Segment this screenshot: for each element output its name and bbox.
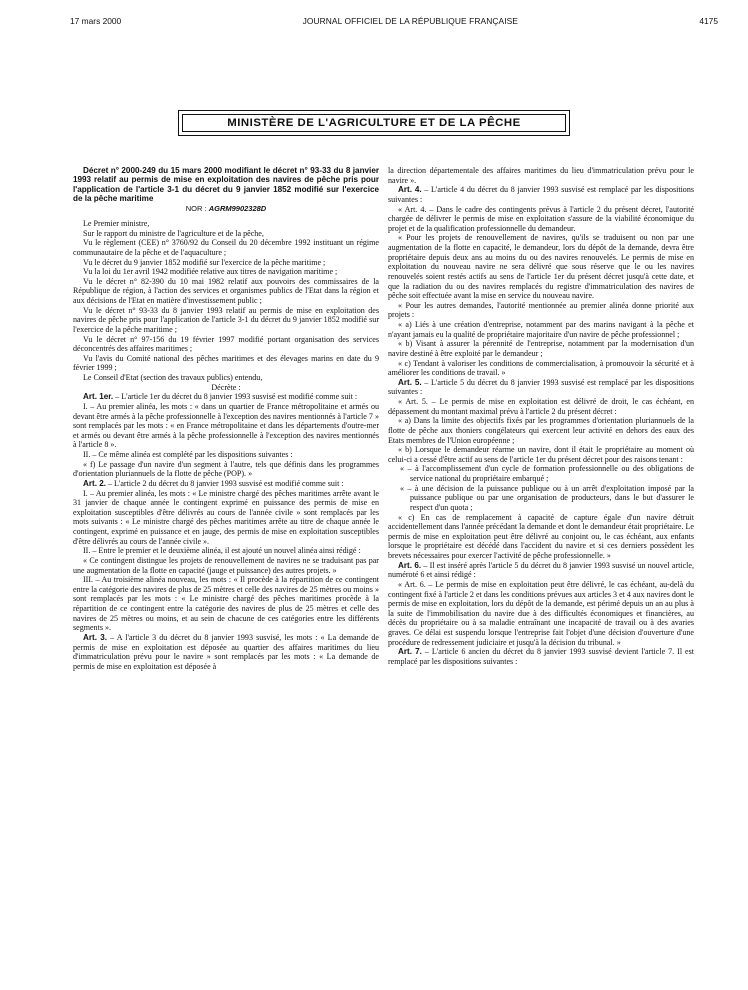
body-paragraph: « c) En cas de remplacement à capacité de capture égale d'un navire détruit accidentellement dans l'année précédant la demande et dont le demandeur était propriétaire. Le permis de mise en exploitation peut être délivré au conjoint ou, le cas échéant, aux enfants lorsque le propriétaire est décédé dans l'accident du navire et si ces derniers possèdent les brevets nécessaires pour exercer l'activité de pêche professionnelle. » xyxy=(388,512,694,560)
article-text: – L'article 2 du décret du 8 janvier 1993 susvisé est modifié comme suit : xyxy=(105,478,344,488)
body-paragraph: « Art. 4. – Dans le cadre des contingents prévus à l'article 2 du présent décret, l'autorité chargée de délivrer le permis de mise en exploitation s'assure de la viabilité économique du projet et de la qualification professionnelle du demandeur. xyxy=(388,204,694,233)
running-header xyxy=(70,14,718,28)
enacting-formula: Décrète : xyxy=(211,382,241,392)
body-paragraph: II. – Ce même alinéa est complété par les dispositions suivantes : xyxy=(83,450,293,460)
article-text: – L'article 6 ancien du décret du 8 janvier 1993 susvisé devient l'article 7. Il est remplacé par les dispositions suivantes : xyxy=(388,647,694,666)
ministry-title: MINISTÈRE DE L'AGRICULTURE ET DE LA PÊCHE xyxy=(227,117,521,129)
body-paragraph: Vu la loi du 1er avril 1942 modifiée relative aux titres de navigation maritime ; xyxy=(83,267,338,277)
body-paragraph: « b) Visant à assurer la pérennité de l'entreprise, notamment par la modernisation d'un navire destiné à être exploité par le demandeur ; xyxy=(388,339,694,358)
header-date: 17 mars 2000 xyxy=(70,16,122,26)
article-paragraph xyxy=(388,378,694,397)
body-paragraph: Vu le décret n° 93-33 du 8 janvier 1993 relatif au permis de mise en exploitation des navires de pêche pris pour l'application de l'article 3-1 du décret du 9 janvier 1852 modifié sur l'exercice de la pêche maritime ; xyxy=(73,305,379,334)
body-paragraph: Sur le rapport du ministre de l'agriculture et de la pêche, xyxy=(83,228,264,238)
body-paragraph: « – à une décision de la puissance publique ou à un arrêt d'exploitation imposé par la puissance publique ou par une organisation de producteurs, dans le but d'assurer le respect d'un quota ; xyxy=(400,483,694,512)
article-number: Art. 3. xyxy=(83,632,108,642)
decree-title: Décret n° 2000-249 du 15 mars 2000 modifiant le décret n° 93-33 du 8 janvier 1993 relatif au permis de mise en exploitation des navires de pêche pris pour l'application de l'article 3-1 du décret du 9 janvier 1852 modifié sur l'exercice de la pêche maritime xyxy=(73,166,379,204)
article-number: Art. 1er. xyxy=(83,392,114,402)
body-paragraph: « b) Lorsque le demandeur réarme un navire, dont il était le propriétaire au moment où celui-ci a cessé d'être actif au sens de l'article 1er du présent décret pour des raisons tenant : xyxy=(388,445,694,464)
body-paragraph: « Art. 6. – Le permis de mise en exploitation peut être délivré, le cas échéant, au-delà du contingent fixé à l'article 2 et dans les conditions prévues aux articles 3 et 4 aux navires dont le permis de mise en exploitation, lors du dépôt de la demande, est périmé depuis un an au plus à la suite de l'immobilisation du navire due à des difficultés économiques et financières, au décès du propriétaire ou à sa maladie entraînant une incapacité de travail ou à des avaries graves. Ce délai est suspendu lorsque l'entreprise fait l'objet d'une décision d'ouverture d'une procédure de redressement judiciaire et jusqu'à la décision du tribunal. » xyxy=(388,579,694,647)
nor-reference xyxy=(73,204,379,213)
article-text: – Il est inséré après l'article 5 du décret du 8 janvier 1993 susvisé un nouvel article, numéroté 6 et ainsi rédigé : xyxy=(388,560,694,580)
body-paragraph: « f) Le passage d'un navire d'un segment à l'autre, tels que définis dans les programmes d'orientation pluriannuels de la flotte de pêche (POP). » xyxy=(73,459,379,479)
nor-code: AGRM9902328D xyxy=(208,203,267,213)
header-page-number: 4175 xyxy=(699,16,718,26)
body-paragraph: Le Premier ministre, xyxy=(83,219,150,229)
body-paragraph: Le Conseil d'Etat (section des travaux publics) entendu, xyxy=(83,373,263,383)
article-paragraph xyxy=(388,185,694,204)
body-paragraph: « Pour les autres demandes, l'autorité mentionnée au premier alinéa donne priorité aux projets : xyxy=(388,300,694,320)
article-number: Art. 5. xyxy=(398,377,422,387)
body-paragraph: « c) Tendant à valoriser les conditions de commercialisation, à promouvoir la sécurité et à améliorer les conditions de travail. » xyxy=(388,358,694,378)
body-paragraph: II. – Entre le premier et le deuxième alinéa, il est ajouté un nouvel alinéa ainsi rédigé : xyxy=(83,546,361,556)
article-paragraph xyxy=(388,647,694,666)
body-paragraph: « – à l'accomplissement d'un cycle de formation professionnelle ou des obligations de service national du propriétaire embarqué ; xyxy=(400,464,694,483)
article-paragraph xyxy=(73,392,379,402)
article-text: – L'article 5 du décret du 8 janvier 1993 susvisé est remplacé par les dispositions suivantes : xyxy=(388,377,694,397)
left-column xyxy=(73,166,379,671)
header-journal-title: JOURNAL OFFICIEL DE LA RÉPUBLIQUE FRANÇAISE xyxy=(302,16,518,26)
body-paragraph: Vu l'avis du Comité national des pêches maritimes et des élevages marins en date du 9 février 1999 ; xyxy=(73,353,379,373)
body-paragraph: Vu le décret n° 82-390 du 10 mai 1982 relatif aux pouvoirs des commissaires de la République de région, à l'action des services et organismes publics de l'Etat dans la région et aux décisions de l'Etat en matière d'investissement public ; xyxy=(73,276,379,306)
body-paragraph: « Pour les projets de renouvellement de navires, qu'ils se traduisent ou non par une augmentation de la flotte en capacité, le demandeur, lors du dépôt de la demande, devra être propriétaire depuis deux ans au moins du ou des navires renouvelés. Le permis de mise en exploitation du nouveau navire ne sera délivré que sous réserve que le ou les navires renouvelés soient restés actifs au sens de l'article 1er du présent décret jusqu'à cette date, et que la radiation du ou des navires remplacés du registre d'immatriculation des navires de pêche soit effectuée avant la mise en service du nouveau navire. xyxy=(388,233,694,301)
article-text: – A l'article 3 du décret du 8 janvier 1993 susvisé, les mots : « La demande de permis de mise en exploitation est déposée au quartier des affaires maritimes du lieu d'immatriculation prévu pour le navire » sont remplacés par les mots : « La demande de permis de mise en exploitation est déposée à xyxy=(73,632,379,671)
article-paragraph xyxy=(388,561,694,580)
nor-label: NOR : xyxy=(185,203,209,213)
article-number: Art. 2. xyxy=(83,478,106,488)
article-paragraph xyxy=(73,479,379,489)
article-text: – L'article 4 du décret du 8 janvier 1993 susvisé est remplacé par les dispositions suivantes : xyxy=(388,185,694,204)
body-paragraph: « Ce contingent distingue les projets de renouvellement de navires ne se traduisant pas par une augmentation de la flotte en capacité (jauge et puissance) des autres projets. » xyxy=(73,555,379,575)
body-paragraph: « Art. 5. – Le permis de mise en exploitation est délivré de droit, le cas échéant, en dépassement du montant maximal prévu à l'article 2 du présent décret : xyxy=(388,397,694,416)
body-paragraph: « a) Liés à une création d'entreprise, notamment par des marins navigant à la pêche et n'ayant jamais eu la qualité de propriétaire majoritaire d'un navire de pêche professionnel ; xyxy=(388,320,694,339)
body-paragraph: III. – Au troisième alinéa nouveau, les mots : « Il procède à la répartition de ce contingent entre la catégorie des navires de plus de 25 mètres et celle des navires de 25 mètres ou moins » sont remplacés par les mots : « Le ministre chargé des pêches maritimes procède à la répartition de ce contingent entre la catégorie des navires de plus de 25 mètres et celle des navires de 25 mètres ou moins, et au sein de chacune de ces catégories entre les différents segments ». xyxy=(73,575,379,633)
body-paragraph: Vu le décret n° 97-156 du 19 février 1997 modifié portant organisation des services déconcentrés des affaires maritimes ; xyxy=(73,334,379,354)
body-paragraph: « a) Dans la limite des objectifs fixés par les programmes d'orientation pluriannuels de la flotte de pêche aux thoniers congélateurs qui exercent leur activité en dehors des eaux des Etats membres de l'Union européenne ; xyxy=(388,416,694,445)
right-column xyxy=(388,166,694,667)
article-number: Art. 7. xyxy=(398,647,422,657)
body-paragraph: la direction départementale des affaires maritimes du lieu d'immatriculation prévu pour le navire ». xyxy=(388,166,694,185)
ministry-banner xyxy=(178,110,570,136)
article-number: Art. 6. xyxy=(398,560,422,570)
body-paragraph: Vu le décret du 9 janvier 1852 modifié sur l'exercice de la pêche maritime ; xyxy=(83,257,326,267)
article-number: Art. 4. xyxy=(398,185,422,195)
article-text: – L'article 1er du décret du 8 janvier 1993 susvisé est modifié comme suit : xyxy=(113,392,358,402)
body-paragraph: Vu le règlement (CEE) n° 3760/92 du Conseil du 20 décembre 1992 instituant un régime communautaire de la pêche et de l'aquaculture ; xyxy=(73,238,379,257)
body-paragraph: I. – Au premier alinéa, les mots : « dans un quartier de France métropolitaine et armés ou devant être armés à la pêche professionnelle à l'exception des navires mentionnés à l'article 7 » sont remplacés par les mots : « en France métropolitaine et dans les départements d'outre-mer et armés ou devant être armés à la pêche professionnelle à l'exception des navires mentionnés à l'article 8 ». xyxy=(73,401,379,450)
article-paragraph xyxy=(73,633,379,672)
body-paragraph: I. – Au premier alinéa, les mots : « Le ministre chargé des pêches maritimes arrête avant le 31 janvier de chaque année le contingent exprimé en puissance des permis de mise en exploitation susceptibles d'être délivrés au cours de l'année civile » sont remplacés par les mots suivants : « Le ministre chargé des pêches maritimes arrête au titre de chaque année le contingent, exprimé en puissance et en jauge, des permis de mise en exploitation susceptibles d'être délivrés au cours de l'année civile ». xyxy=(73,488,379,546)
